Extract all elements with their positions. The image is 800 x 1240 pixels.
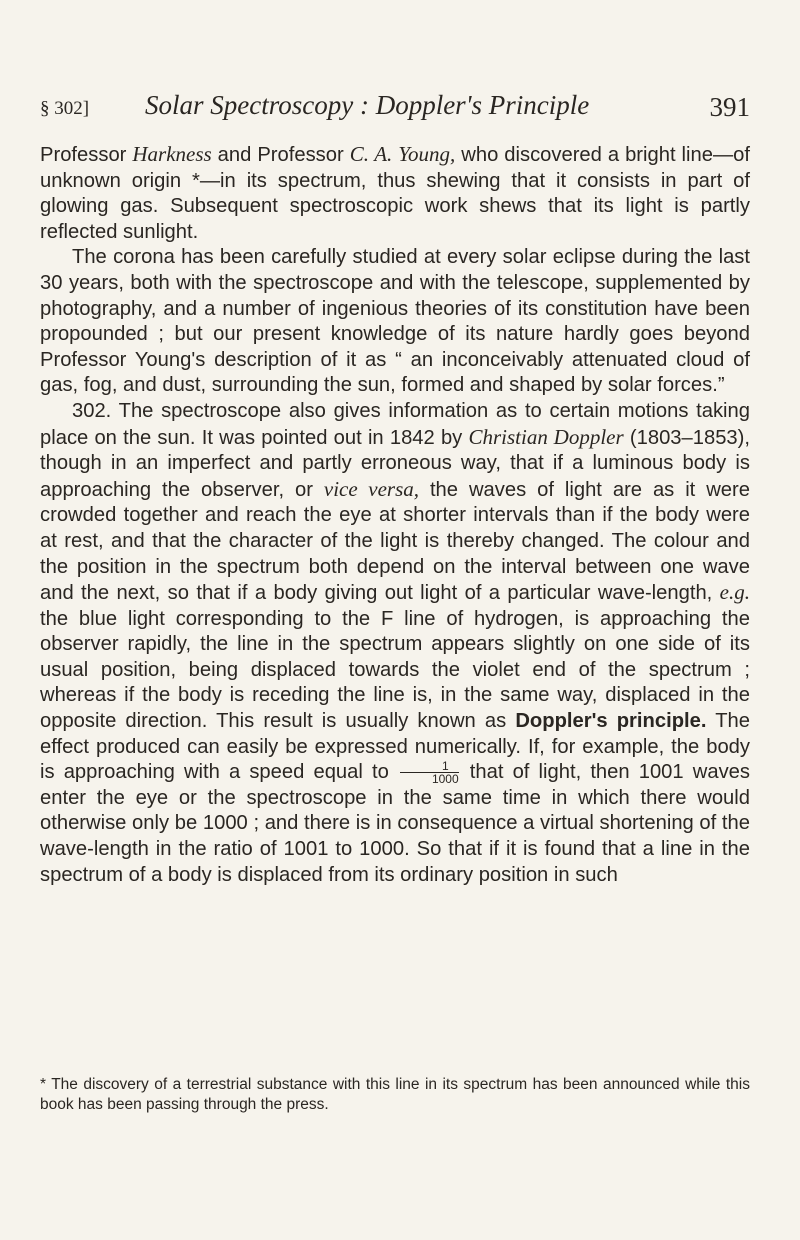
paragraph-1 bbox=[40, 142, 750, 245]
footnote: * The discovery of a terrestrial substance with this line in its spectrum has been announced while this book has been passing through the press. bbox=[40, 1076, 750, 1113]
text-run: that of light, then 1001 waves enter the eye or the spectroscope in the same time in which there would otherwise only be 1000 ; and there is in consequence a virtual shortening of the wave-length in the ratio of 1001 to 1000. So that if it is found that a line in the spectrum of a body is displaced from its ordinary position in such bbox=[40, 761, 750, 886]
fraction bbox=[400, 760, 459, 785]
running-header bbox=[40, 90, 750, 130]
text-run: Professor bbox=[40, 144, 133, 166]
text-run: The effect produced can easily be expressed numerically. If, for example, the body is approaching with a speed equal to bbox=[40, 710, 750, 784]
text-run: (1803–1853), though in an imperfect and partly erroneous way, that if a luminous body is approaching the observer, or bbox=[40, 426, 750, 501]
paragraph-302 bbox=[40, 399, 750, 888]
fraction-numerator: 1 bbox=[400, 760, 459, 773]
text-run: the blue light corresponding to the F line of hydrogen, is approaching the observer rapidly, the line in the spectrum appears slightly on one side of its usual position, being displaced towards the violet end of the spectrum ; whereas if the body is receding the line is, in the same way, displaced in the opposite direction. This result is usually known as bbox=[40, 607, 750, 733]
section-reference: § 302] bbox=[40, 98, 90, 119]
paragraph-2: The corona has been carefully studied at every solar eclipse during the last 30 years, both with the spectroscope and with the telescope, supplemented by photography, and a number of ingenious theories of its constitution have been propounded ; but our present knowledge of its nature hardly goes beyond Professor Young's description of it as “ an inconceivably attenuated cloud of gas, fog, and dust, surrounding the sun, formed and shaped by solar forces.” bbox=[40, 246, 750, 397]
initials-ca: C. A. bbox=[349, 142, 393, 166]
text-run: the waves of light are as it were crowded together and reach the eye at shorter intervals than if the body were at rest, and that the character of the light is thereby changed. The colour and the position in the spectrum both depend on the interval between one wave and the next, so that if a body giving out light of a particular wave-length, bbox=[40, 478, 750, 605]
name-harkness: Harkness bbox=[132, 142, 212, 166]
text-run: and Professor bbox=[211, 144, 350, 166]
name-doppler: Christian Doppler bbox=[468, 424, 624, 449]
name-young: Young, bbox=[398, 142, 456, 166]
abbrev-eg: e.g. bbox=[719, 580, 750, 605]
text-run: 302. The spectroscope also gives information as to certain motions taking place on the sun. It was pointed out in 1842 by bbox=[40, 399, 750, 449]
running-title: Solar Spectroscopy : Doppler's Principle bbox=[145, 90, 590, 120]
body-text bbox=[40, 142, 750, 888]
text-run: who discovered a bright line—of unknown origin *—in its spectrum, thus shewing that it consists in part of glowing gas. Subsequent spectroscopic work shews that its light is partly reflected sunlight. bbox=[40, 144, 750, 243]
term-dopplers-principle: Doppler's principle. bbox=[515, 710, 707, 733]
phrase-vice-versa: vice versa, bbox=[323, 476, 420, 501]
fraction-denominator: 1000 bbox=[431, 772, 459, 787]
page-number: 391 bbox=[709, 92, 750, 122]
